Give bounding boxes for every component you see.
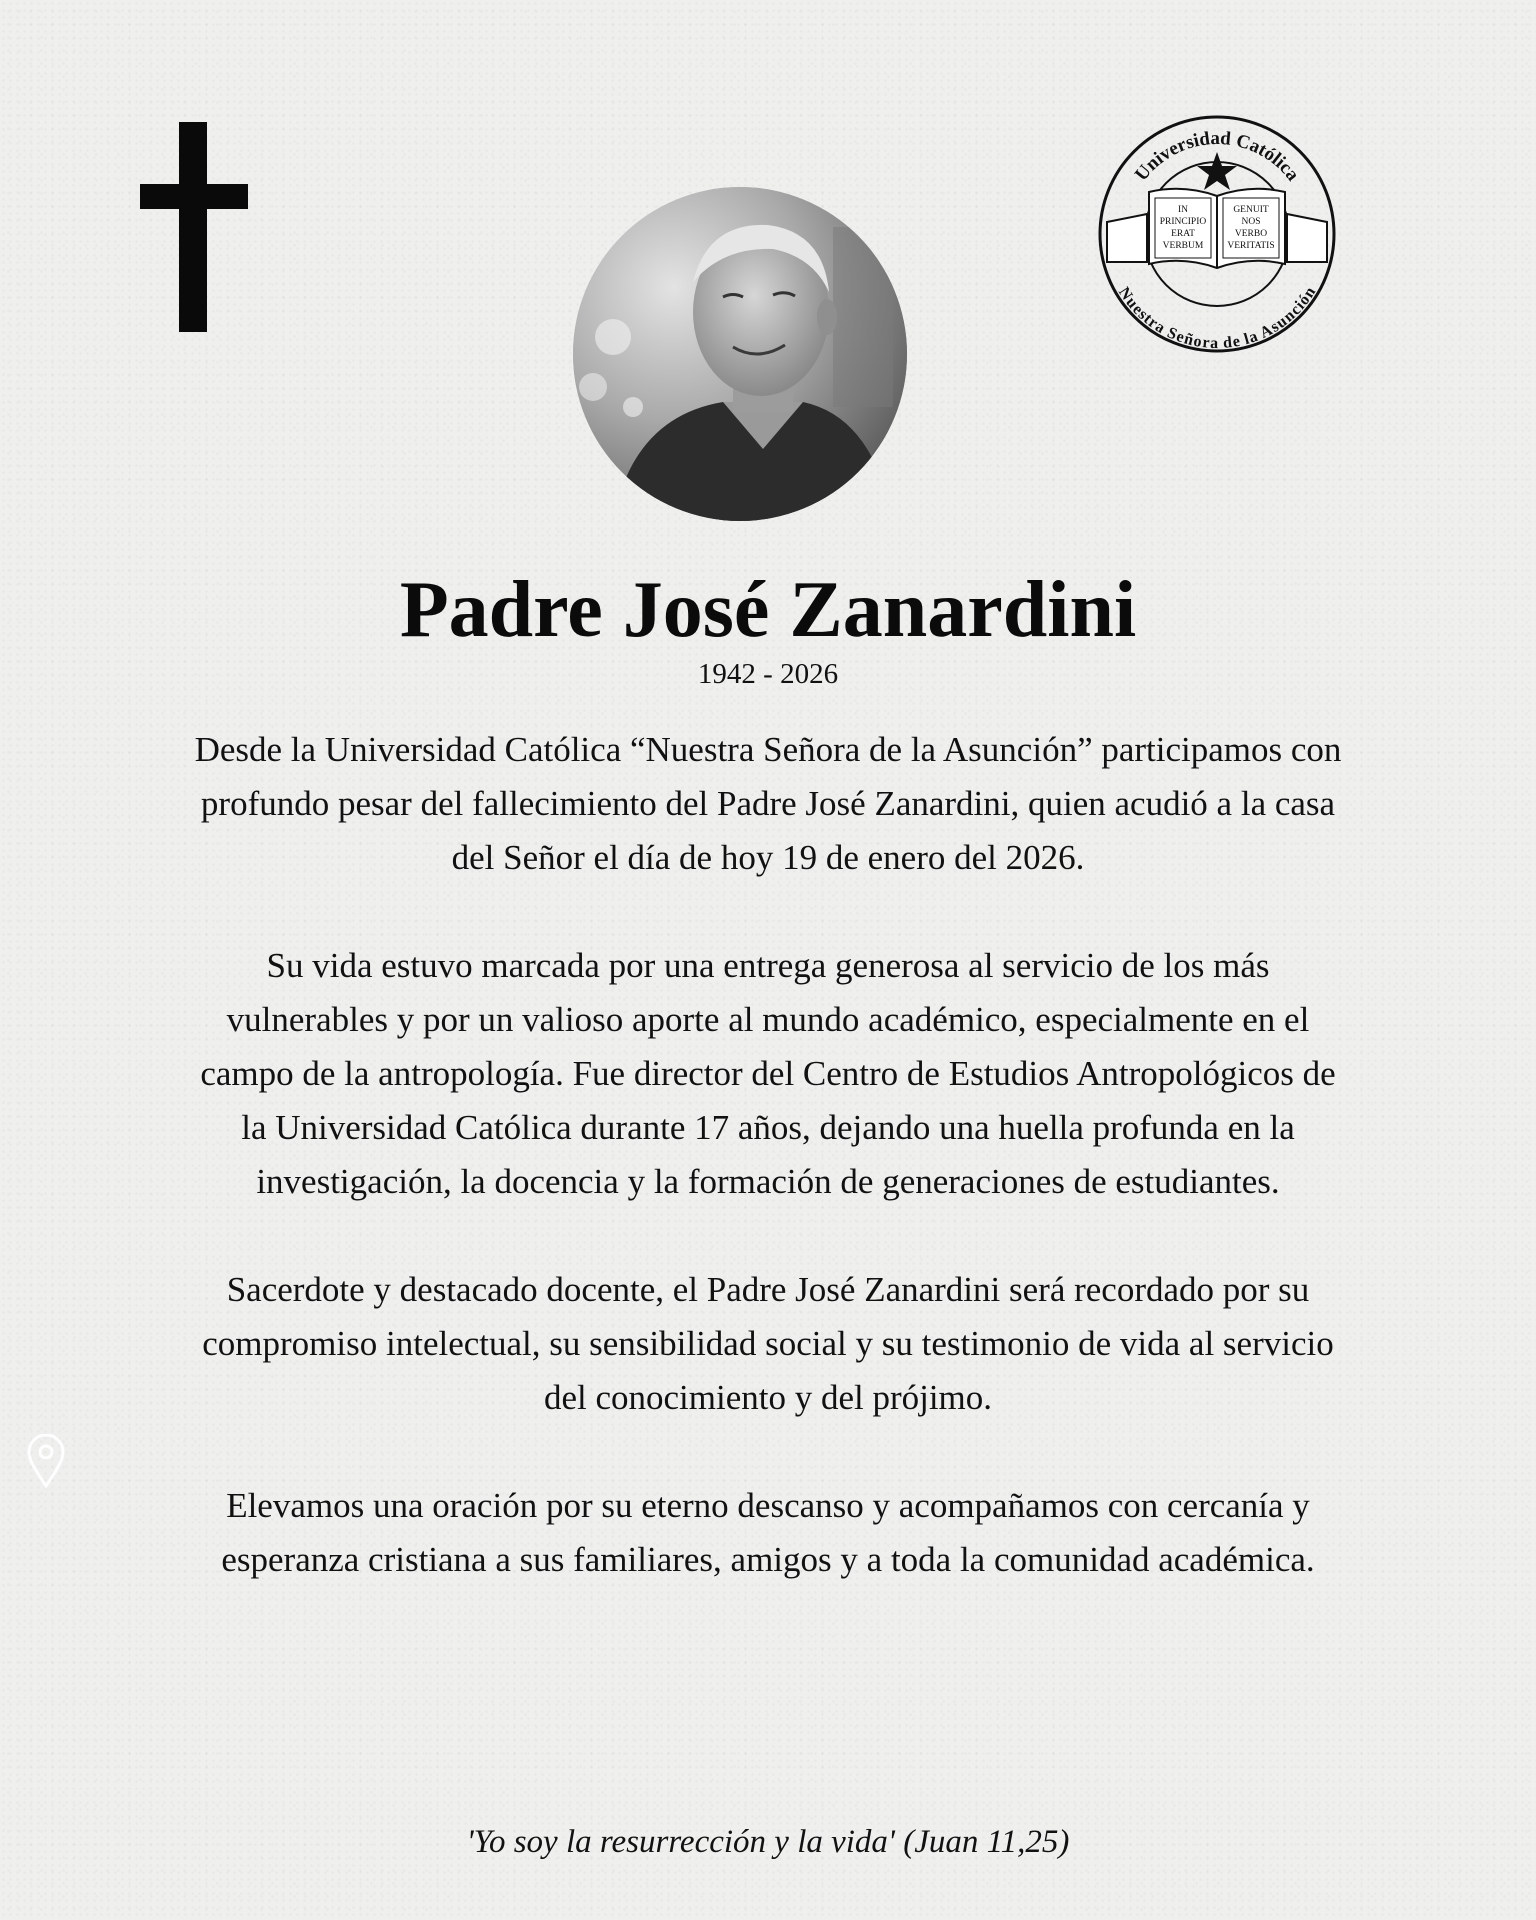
paragraph: Sacerdote y destacado docente, el Padre José Zanardini será recordado por su compromiso intelectual, su sensibilidad social y su testimonio de vida al servicio del conocimiento y del prójimo.: [202, 1270, 1334, 1417]
paragraph: Elevamos una oración por su eterno descanso y acompañamos con cercanía y esperanza cristiana a sus familiares, amigos y a toda la comunidad académica.: [221, 1486, 1315, 1579]
location-pin-icon: [26, 1434, 66, 1488]
book-right-line: VERITATIS: [1227, 241, 1275, 251]
book-left-line: VERBUM: [1162, 241, 1204, 251]
portrait-photo: [573, 187, 907, 521]
life-years: 1942 - 2026: [697, 658, 839, 690]
deceased-name: Padre José Zanardini: [399, 566, 1137, 654]
book-left-line: IN: [1177, 205, 1189, 215]
star-icon: [1197, 152, 1237, 190]
book-right-line: VERBO: [1234, 229, 1268, 239]
paragraph: Su vida estuvo marcada por una entrega generosa al servicio de los más vulnerables y por un valioso aporte al mundo académico, especialmente en el campo de la antropología. Fue director del Centro de Estudios Antropológicos de la Universidad Católica durante 17 años, dejando una huella profunda en la investigación, la docencia y la formación de generaciones de estudiantes.: [200, 946, 1336, 1201]
book-left-line: PRINCIPIO: [1159, 217, 1207, 227]
notice-body: [185, 723, 1351, 1641]
seal-bottom-text: Nuestra Señora de la Asunción: [1114, 284, 1320, 353]
seal-top-text: Universidad Católica: [1130, 127, 1304, 186]
book-right-line: GENUIT: [1233, 205, 1269, 215]
cross-icon: [140, 122, 248, 332]
book-left-line: ERAT: [1171, 229, 1195, 239]
book-right-line: NOS: [1241, 217, 1261, 227]
bible-quote: 'Yo soy la resurrección y la vida' (Juan 11,25): [466, 1824, 1070, 1860]
university-seal: [1097, 114, 1337, 354]
paragraph: Desde la Universidad Católica “Nuestra Señora de la Asunción” participamos con profundo pesar del fallecimiento del Padre José Zanardini, quien acudió a la casa del Señor el día de hoy 19 de enero del 2026.: [194, 730, 1342, 877]
svg-text:Nuestra Señora de la Asunción: [1115, 284, 1319, 352]
